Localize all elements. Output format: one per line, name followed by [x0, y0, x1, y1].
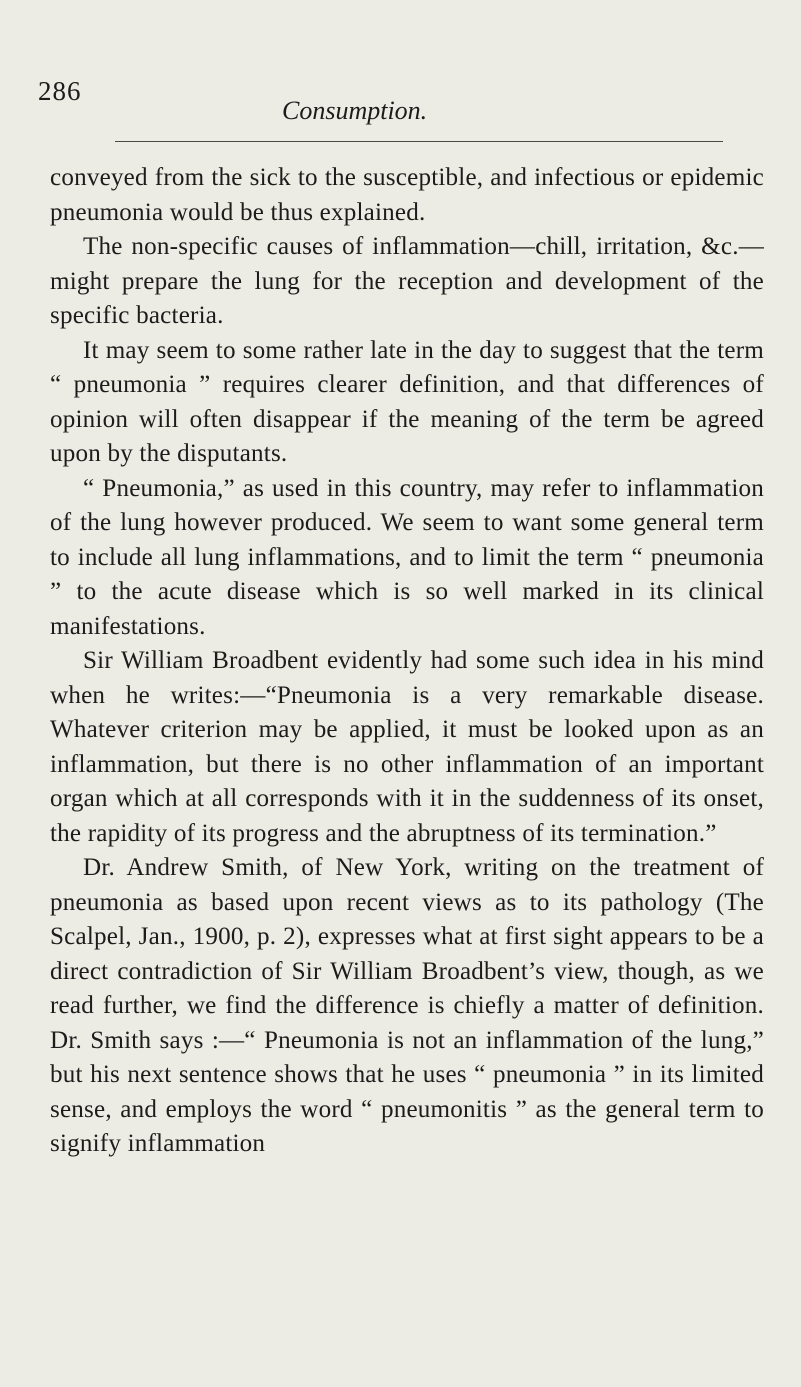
- header-rule: [115, 141, 723, 142]
- paragraph-pneumonia-usage: “ Pneumonia,” as used in this country, may refer to inflammation of the lung however produced. We seem to want some general term to include all lung inflammations, and to limit the term “ pneumonia ” to the acute disease which is so well marked in its clinical manifestations.: [50, 474, 764, 640]
- paragraph-continuation: conveyed from the sick to the susceptible, and infectious or epidemic pneumonia would be thus explained.: [50, 164, 764, 226]
- paragraph-broadbent-quote: Sir William Broadbent evidently had some such idea in his mind when he writes:—“Pneumonia is a very remarkable disease. Whatever criterion may be applied, it must be looked upon as an inflammation, but there is no other inflammation of an important organ which at all corresponds with it in the suddenness of its onset, the rapidity of its progress and the abruptness of its termination.”: [50, 647, 764, 847]
- paragraph-non-specific-causes: The non-specific causes of inflammation—chill, irritation, &c.—might prepare the lung for the reception and development of the specific bacteria.: [50, 233, 764, 329]
- page-number: 286: [38, 76, 82, 106]
- paragraph-term-pneumonia: It may seem to some rather late in the day to suggest that the term “ pneumonia ” requires clearer definition, and that differences of opinion will often disappear if the meaning of the term be agreed upon by the disputants.: [50, 336, 764, 467]
- running-title: Consumption.: [282, 96, 428, 125]
- paragraph-andrew-smith: Dr. Andrew Smith, of New York, writing on the treatment of pneumonia as based upon recent views as to its pathology (The Scalpel, Jan., 1900, p. 2), expresses what at first sight appears to be a direct contradiction of Sir William Broadbent’s view, though, as we read further, we find the difference is chiefly a matter of definition. Dr. Smith says :—“ Pneumonia is not an inflammation of the lung,” but his next sentence shows that he uses “ pneumonia ” in its limited sense, and employs the word “ pneumonitis ” as the general term to signify inflammation: [50, 854, 764, 1157]
- body-text: [50, 161, 764, 1162]
